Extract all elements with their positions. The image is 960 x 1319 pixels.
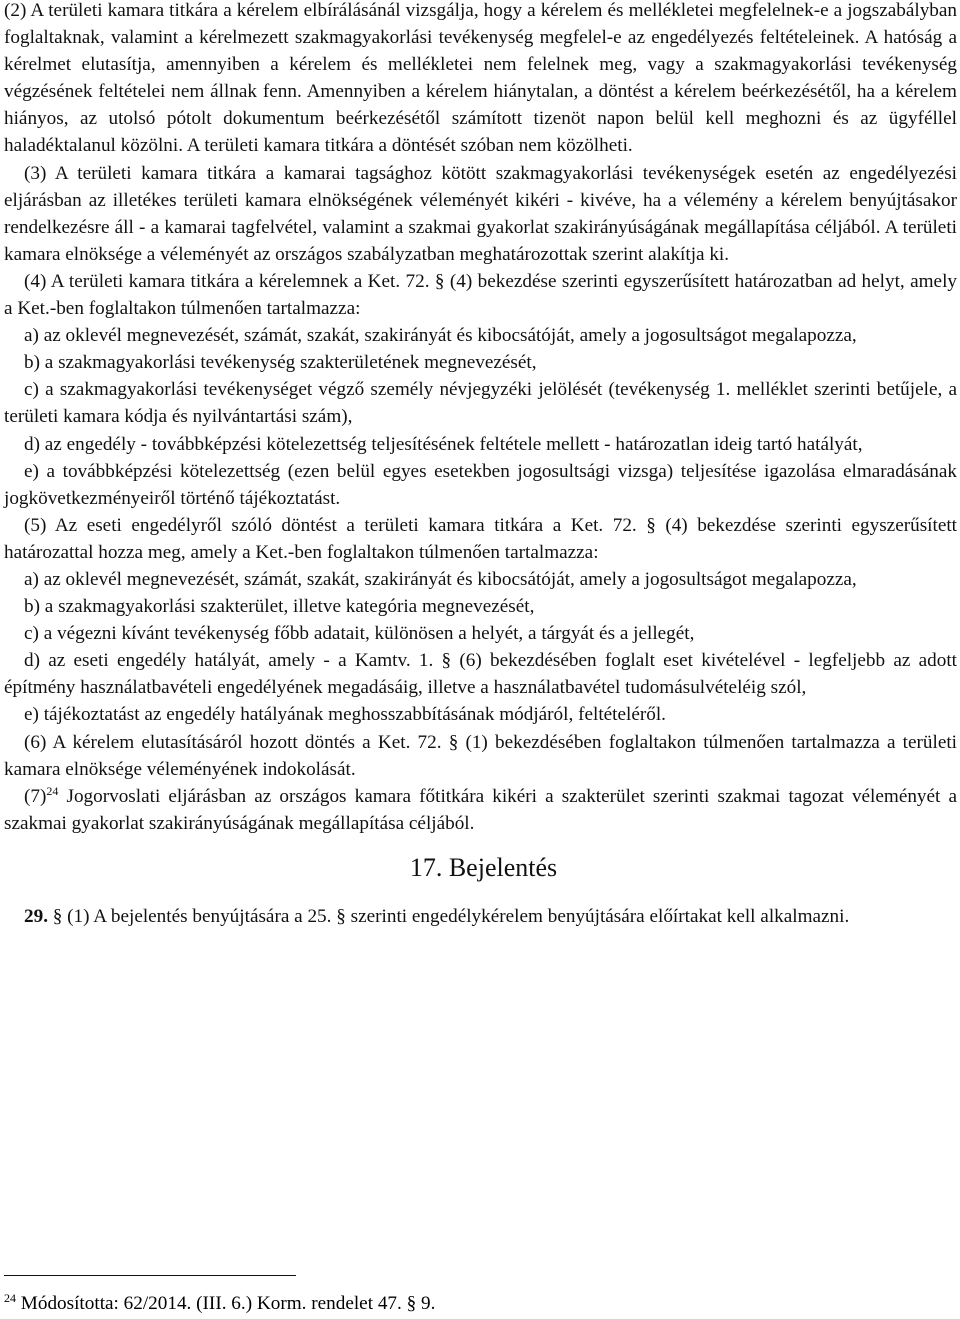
footnote bbox=[4, 1290, 904, 1317]
list-item-5e: e) tájékoztatást az engedély hatályának meghosszabbításának módjáról, feltételéről. bbox=[24, 704, 666, 726]
list-item-4d: d) az engedély - továbbképzési kötelezettség teljesítésének feltétele mellett - határozatlan ideig tartó hatályát, bbox=[24, 433, 863, 455]
paragraph-7-prefix: (7) bbox=[24, 785, 47, 807]
paragraph-2: (2) A területi kamara titkára a kérelem elbírálásánál vizsgálja, hogy a kérelem és mellékletei megfelelnek-e a jogszabályban foglaltaknak, valamint a kérelmezett szakmagyakorlási tevékenység megfelel-e az engedélyezés feltételeinek. A hatóság a kérelmet elutasítja, amennyiben a kérelem és mellékletei nem felelnek meg, vagy a szakmagyakorlási tevékenység végzésének feltételei nem állnak fenn. Amennyiben a kérelem hiánytalan, a döntést a kérelem beérkezésétől, ha a kérelem hiányos, az utolsó pótolt dokumentum beérkezésétől számított tizenöt napon belül kell meghozni és az ügyféllel haladéktalanul közölni. A területi kamara titkára a döntését szóban nem közölheti. bbox=[4, 0, 957, 157]
section-heading: 17. Bejelentés bbox=[409, 852, 558, 882]
list-item-5c: c) a végezni kívánt tevékenység főbb adatait, különösen a helyét, a tárgyát és a jellegét, bbox=[24, 623, 695, 645]
paragraph-3: (3) A területi kamara titkára a kamarai tagsághoz kötött szakmagyakorlási tevékenységek esetén az engedélyezési eljárásban az illetékes területi kamara elnökségének véleményét kikéri - kivéve, ha a vélemény a kérelem benyújtásakor rendelkezésre áll - a kamarai tagfelvétel, valamint a szakmai gyakorlat szakirányúságának megállapítása céljából. A területi kamara elnöksége a véleményét az országos szabályzatban meghatározottak szerint alakítja ki. bbox=[4, 162, 957, 265]
paragraph-5: (5) Az eseti engedélyről szóló döntést a területi kamara titkára a Ket. 72. § (4) bekezdése szerinti egyszerűsített határozattal hozza meg, amely a Ket.-ben foglaltakon túlmenően tartalmazza: bbox=[4, 514, 957, 563]
paragraph-7 bbox=[4, 783, 957, 837]
paragraph-29 bbox=[4, 903, 957, 930]
list-item-5d: d) az eseti engedély hatályát, amely - a Kamtv. 1. § (6) bekezdésében foglalt eset kivételével - legfeljebb az adott építmény használatbavételi engedélyének megadásáig, illetve a használatbavétel tudomásulvételéig szól, bbox=[4, 650, 957, 699]
paragraph-4: (4) A területi kamara titkára a kérelemnek a Ket. 72. § (4) bekezdése szerinti egyszerűsített határozatban ad helyt, amely a Ket.-ben foglaltakon túlmenően tartalmazza: bbox=[4, 270, 957, 320]
footnote-ref-24[interactable]: 24 bbox=[46, 783, 59, 798]
list-item-4c: c) a szakmagyakorlási tevékenységet végző személy névjegyzéki jelölését (tevékenység 1. melléklet szerinti betűjele, a területi kamara kódja és nyilvántartási szám), bbox=[4, 379, 957, 428]
paragraph-6: (6) A kérelem elutasításáról hozott döntés a Ket. 72. § (1) bekezdésében foglaltakon túlmenően tartalmazza a területi kamara elnöksége véleményének indokolását. bbox=[4, 731, 957, 780]
list-item-5b: b) a szakmagyakorlási szakterület, illetve kategória megnevezését, bbox=[24, 596, 535, 618]
footnote-text: Módosította: 62/2014. (III. 6.) Korm. rendelet 47. § 9. bbox=[16, 1293, 436, 1314]
footnote-number: 24 bbox=[4, 1291, 16, 1305]
list-item-4e: e) a továbbképzési kötelezettség (ezen belül egyes esetekben jogosultsági vizsga) teljesítése igazolása elmaradásának jogkövetkezményeiről történő tájékoztatást. bbox=[4, 460, 957, 509]
list-item-4a: a) az oklevél megnevezését, számát, szakát, szakirányát és kibocsátóját, amely a jogosultságot megalapozza, bbox=[24, 325, 857, 347]
paragraph-29-text: § (1) A bejelentés benyújtására a 25. § szerinti engedélykérelem benyújtására előírtakat kell alkalmazni. bbox=[47, 905, 850, 927]
paragraph-7-text: Jogorvoslati eljárásban az országos kamara főtitkára kikéri a szakterület szerinti szakmai tagozat véleményét a szakmai gyakorlat szakirányúságának megállapítása céljából. bbox=[4, 785, 957, 834]
section-number: 29. bbox=[24, 905, 48, 927]
list-item-5a: a) az oklevél megnevezését, számát, szakát, szakirányát és kibocsátóját, amely a jogosultságot megalapozza, bbox=[24, 568, 857, 590]
footnote-divider bbox=[4, 1275, 296, 1276]
list-item-4b: b) a szakmagyakorlási tevékenység szakterületének megnevezését, bbox=[24, 352, 537, 374]
